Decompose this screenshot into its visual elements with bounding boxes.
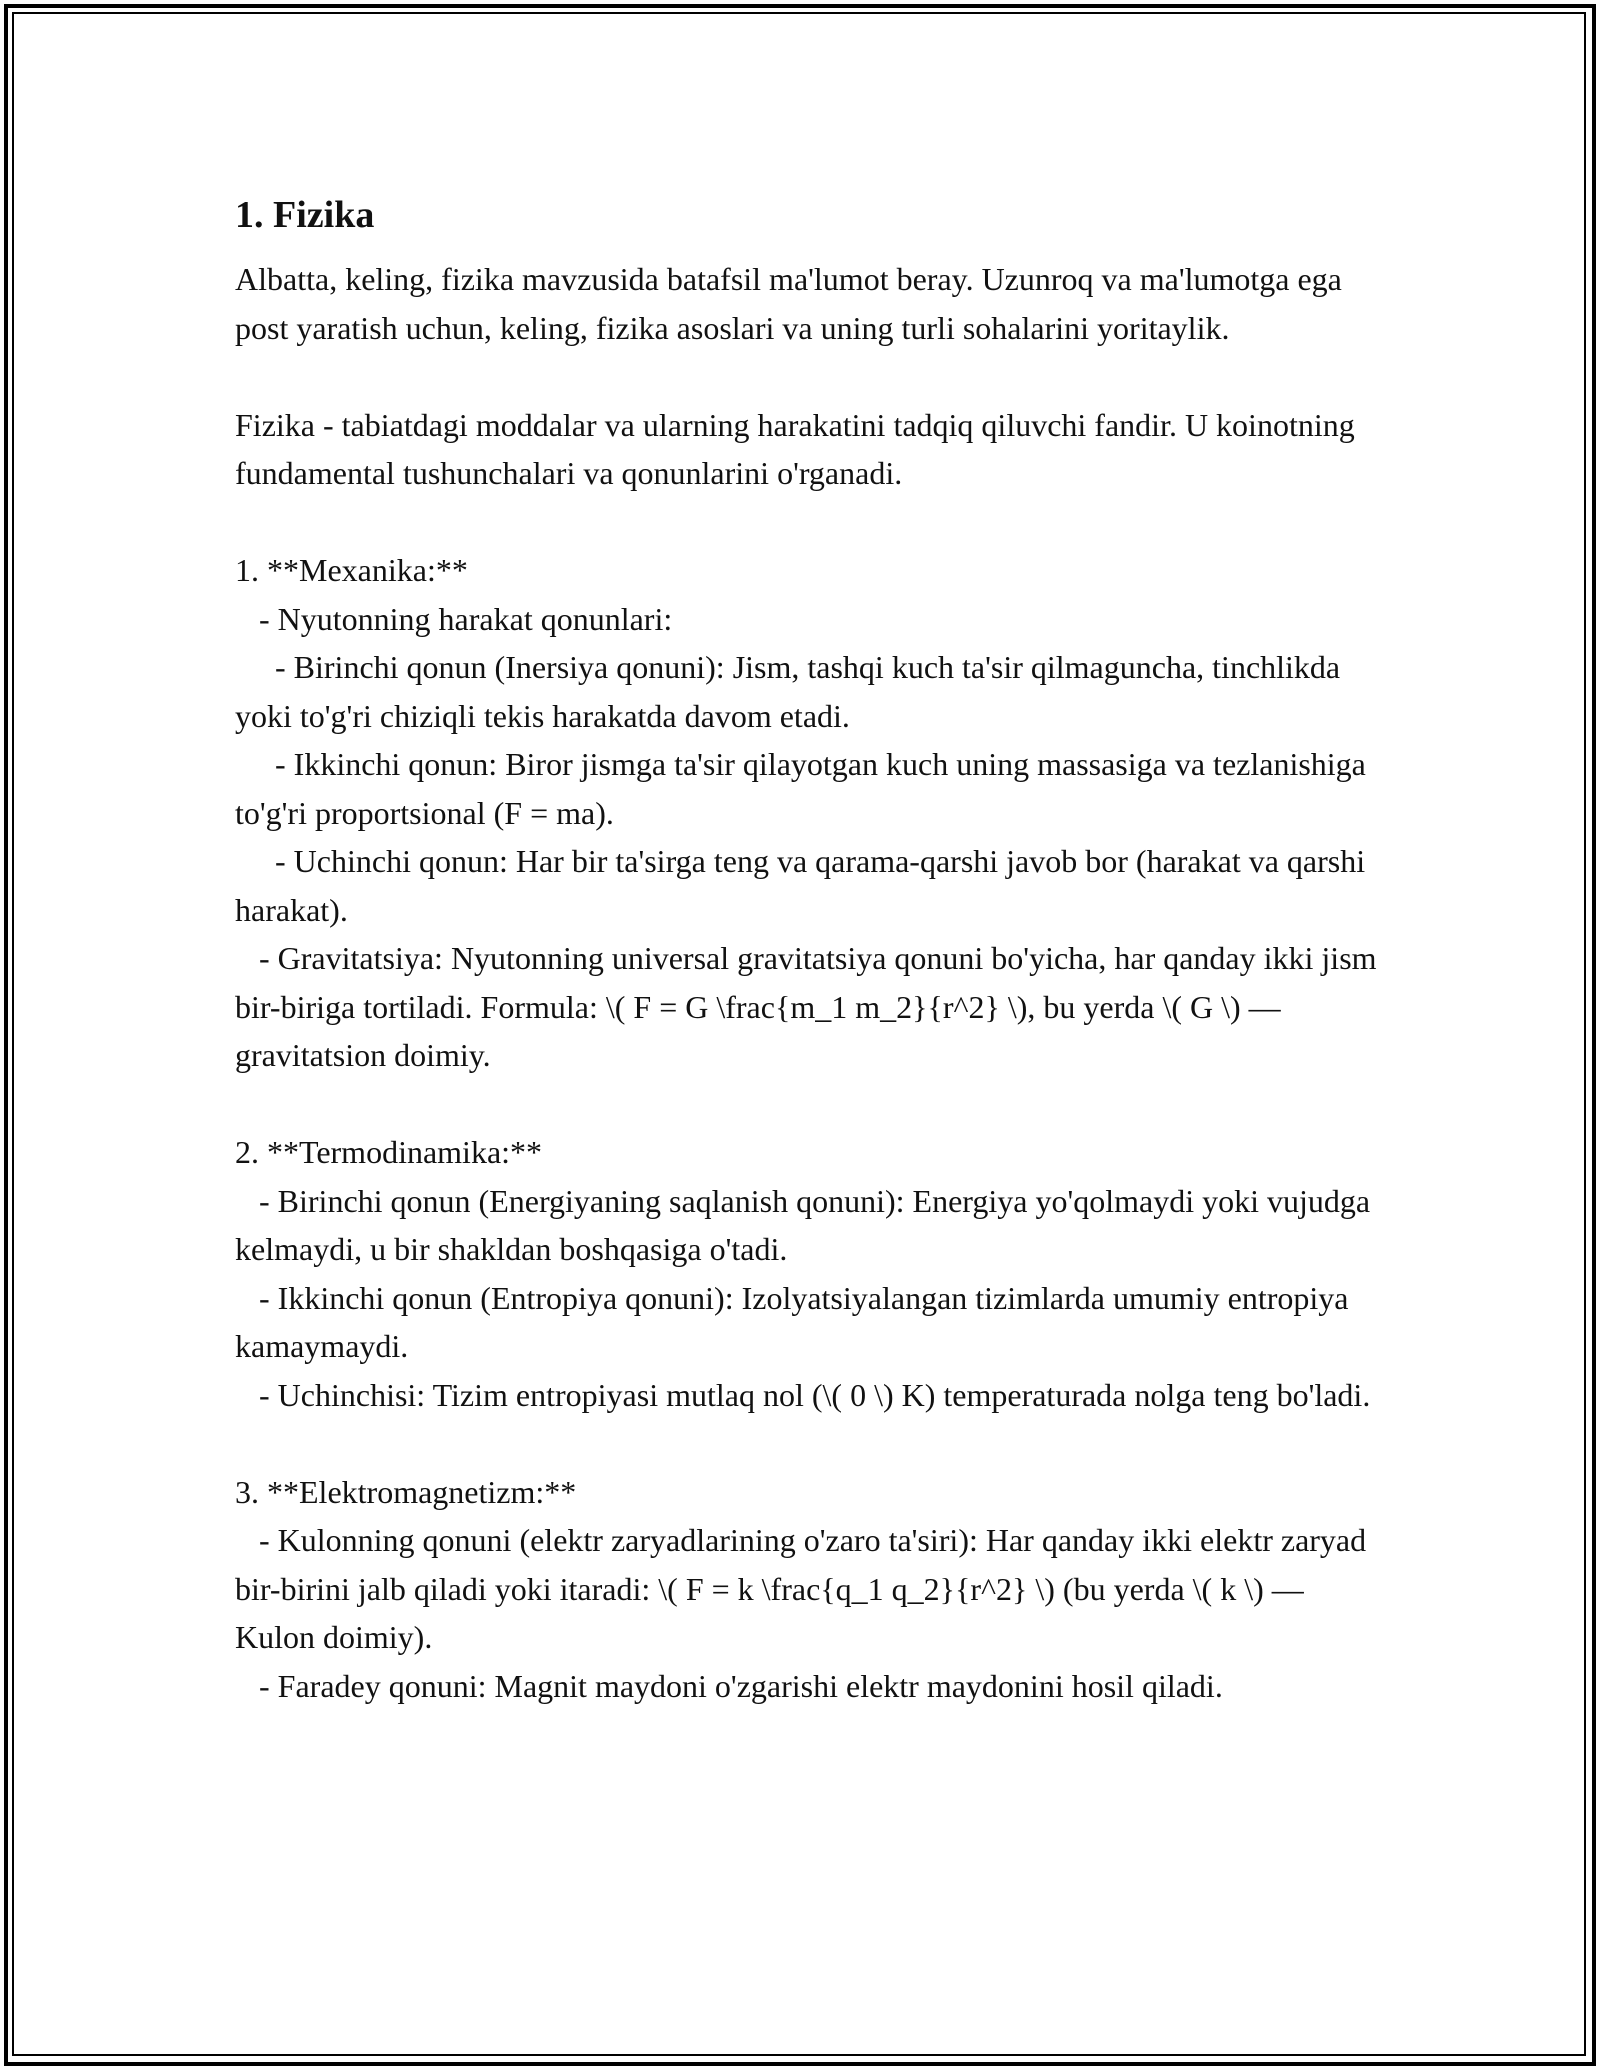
list-item: - Uchinchi qonun: Har bir ta'sirga teng va qarama-qarshi javob bor (harakat va qarshi harakat). <box>235 843 1374 928</box>
list-item: - Ikkinchi qonun (Entropiya qonuni): Izolyatsiyalangan tizimlarda umumiy entropiya kamaymaydi. <box>235 1279 1357 1364</box>
paragraph-gap <box>235 1419 1390 1468</box>
section-electromagnetism <box>235 1468 1390 1711</box>
list-item: - Birinchi qonun (Energiyaning saqlanish qonuni): Energiya yo'qolmaydi yoki vujudga kelmaydi, u bir shakldan boshqasiga o'tadi. <box>235 1182 1379 1267</box>
section-mechanics <box>235 546 1390 1080</box>
list-item: - Gravitatsiya: Nyutonning universal gravitatsiya qonuni bo'yicha, har qanday ikki jism bir-biriga tortiladi. Formula: \( F = G \frac{m_1 m_2}{r^2} \), bu yerda \( G \) — gravitatsion doimiy. <box>235 940 1385 1073</box>
intro-paragraph: Albatta, keling, fizika mavzusida batafsil ma'lumot beray. Uzunroq va ma'lumotga ega post yaratish uchun, keling, fizika asoslari va uning turli sohalarini yoritaylik. <box>235 261 1350 346</box>
paragraph-gap <box>235 1080 1390 1129</box>
section-thermodynamics <box>235 1128 1390 1419</box>
list-item: - Ikkinchi qonun: Biror jismga ta'sir qilayotgan kuch uning massasiga va tezlanishiga to'g'ri proportsional (F = ma). <box>235 746 1374 831</box>
section-heading: 1. **Mexanika:** <box>235 552 468 588</box>
document-title: 1. Fizika <box>235 194 375 236</box>
list-item: - Birinchi qonun (Inersiya qonuni): Jism, tashqi kuch ta'sir qilmaguncha, tinchlikda yoki to'g'ri chiziqli tekis harakatda davom etadi. <box>235 649 1349 734</box>
section-heading: 2. **Termodinamika:** <box>235 1134 543 1170</box>
list-item: - Nyutonning harakat qonunlari: <box>235 600 673 637</box>
list-item: - Faradey qonuni: Magnit maydoni o'zgarishi elektr maydonini hosil qiladi. <box>235 1667 1223 1704</box>
section-heading: 3. **Elektromagnetizm:** <box>235 1473 577 1510</box>
paragraph-gap <box>235 498 1390 547</box>
list-item: - Uchinchisi: Tizim entropiyasi mutlaq nol (\( 0 \) K) temperaturada nolga teng bo'ladi. <box>235 1376 1371 1413</box>
definition-paragraph: Fizika - tabiatdagi moddalar va ularning harakatini tadqiq qiluvchi fandir. U koinotning fundamental tushunchalari va qonunlarini o'rganadi. <box>235 406 1363 491</box>
paragraph-gap <box>235 352 1390 401</box>
document-body <box>235 185 1390 1710</box>
list-item: - Kulonning qonuni (elektr zaryadlarining o'zaro ta'siri): Har qanday ikki elektr zaryad bir-birini jalb qiladi yoki itaradi: \( F = k \frac{q_1 q_2}{r^2} \) (bu yerda \( k \) — Kulon doimiy). <box>235 1522 1375 1655</box>
